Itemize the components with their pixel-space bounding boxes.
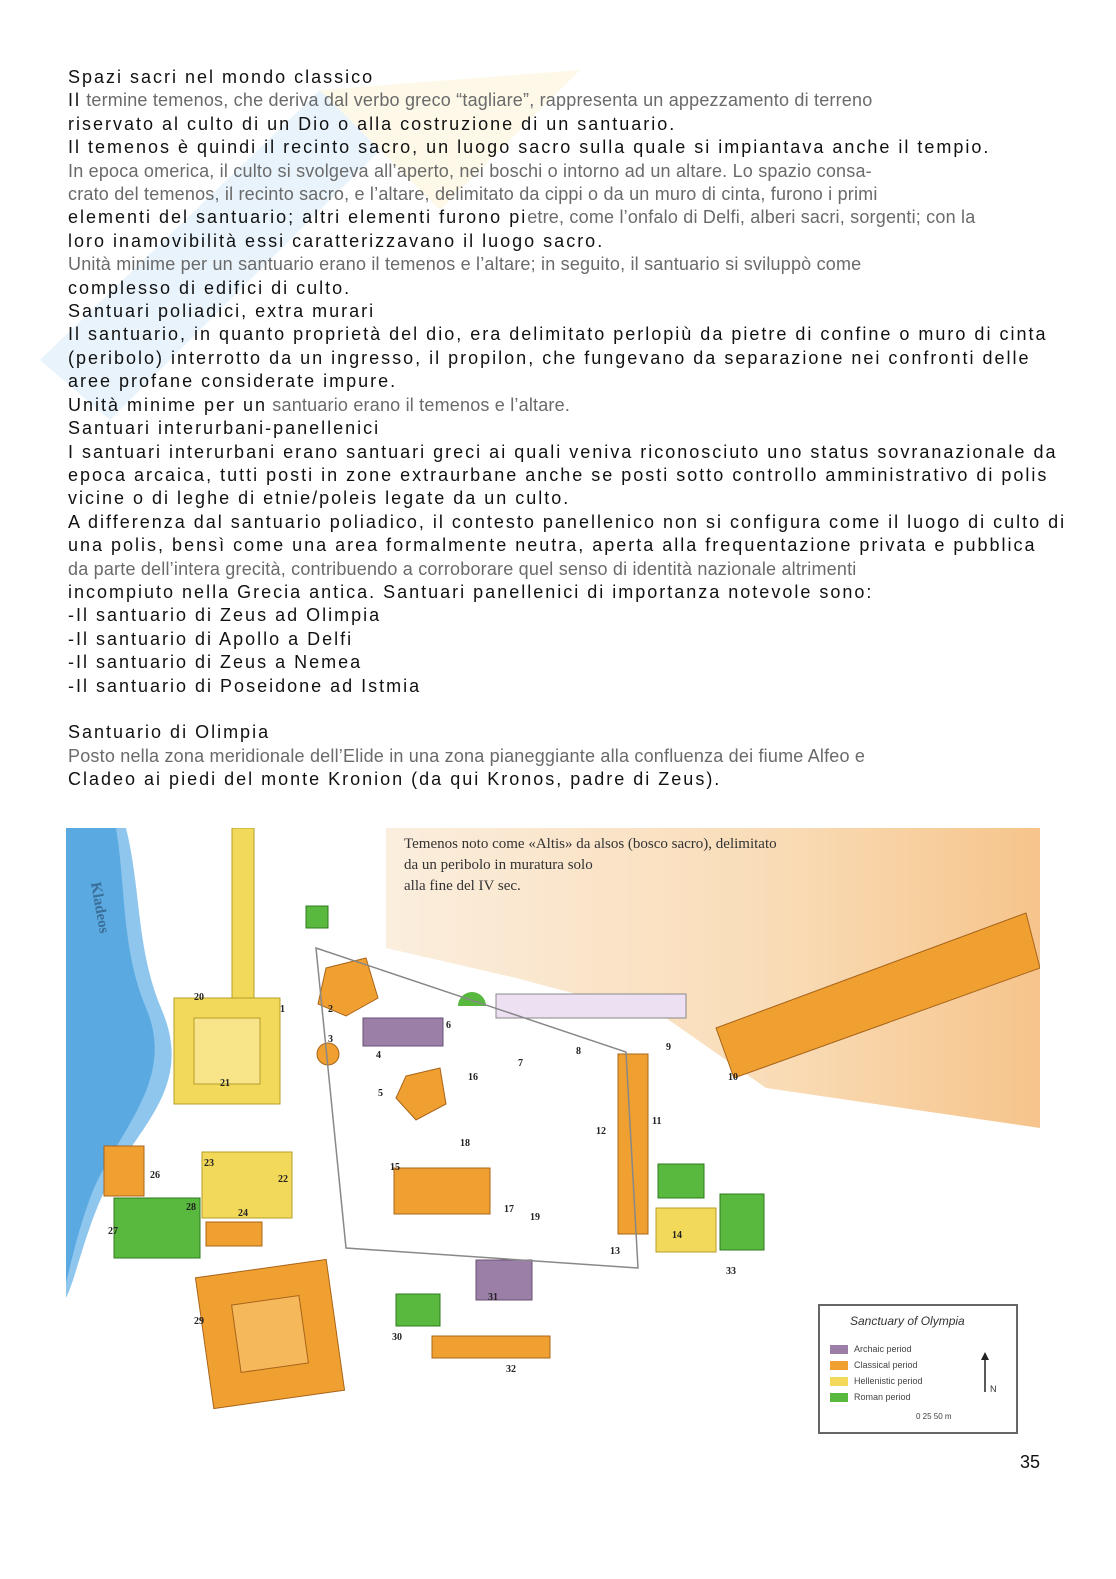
text-run-bold: elementi del santuario; altri elementi furono pi (68, 207, 528, 228)
scale-bar: 0 25 50 m (916, 1412, 952, 1421)
text-run-bold: incompiuto nella Grecia antica. Santuari panellenici di importanza notevole sono: (68, 581, 874, 602)
text-run-bold: (peribolo) interrotto da un ingresso, il propilon, che fungevano da separazione nei confronti delle (68, 347, 1031, 368)
section-heading: Spazi sacri nel mondo classico (68, 67, 375, 87)
svg-text:3: 3 (328, 1034, 333, 1045)
svg-text:29: 29 (194, 1316, 204, 1327)
text-run-bold: A differenza dal santuario poliadico, il contesto panellenico non si configura come il luogo di culto di (68, 511, 1067, 532)
page-number: 35 (1020, 1452, 1041, 1472)
text-line (68, 604, 1048, 627)
map-caption (404, 834, 777, 897)
svg-text:4: 4 (376, 1050, 381, 1061)
legend-label: Roman period (854, 1392, 911, 1402)
text-run-bold: Santuari poliadici, extra murari (68, 301, 376, 322)
legend-item (830, 1360, 918, 1370)
text-line (68, 745, 1048, 768)
svg-text:1: 1 (280, 1004, 285, 1015)
bouleuterion-31 (476, 1260, 532, 1300)
text-run-bold: Il santuario, in quanto proprietà del dio, era delimitato perlopiù da pietre di confine o muro di cinta (68, 324, 1048, 345)
svg-text:31: 31 (488, 1292, 498, 1303)
north-label: N (990, 1384, 997, 1394)
svg-text:30: 30 (392, 1332, 402, 1343)
text-line (68, 323, 1048, 346)
text-run-bold: Il temenos è quindi il recinto sacro, un luogo sacro sulla quale si impiantava anche il tempio. (68, 137, 991, 158)
legend-swatch (830, 1345, 848, 1354)
text-line (68, 417, 1048, 440)
svg-text:24: 24 (238, 1208, 248, 1219)
text-line (68, 675, 1048, 698)
text-line (68, 206, 1048, 229)
text-run-bold: Unità minime per un (68, 394, 268, 415)
text-run-bold: Il (68, 90, 81, 111)
text-run-bold: -Il santuario di Zeus a Nemea (68, 652, 363, 673)
svg-text:5: 5 (378, 1088, 383, 1099)
small-temple (306, 906, 328, 928)
svg-text:10: 10 (728, 1072, 738, 1083)
legend-swatch (830, 1361, 848, 1370)
text-line (68, 487, 1048, 510)
svg-text:20: 20 (194, 992, 204, 1003)
text-run-light: etre, come l’onfalo di Delfi, alberi sacri, sorgenti; con la (527, 207, 976, 228)
text-line (68, 721, 1048, 744)
document-body (68, 66, 1067, 792)
svg-text:19: 19 (530, 1212, 540, 1223)
paragraph-lines (68, 89, 1067, 791)
text-run-bold: vicine o di leghe di etnie/poleis legate da un culto. (68, 488, 571, 509)
text-run-bold: I santuari interurbani erano santuari greci ai quali veniva riconosciuto uno status sovranazionale da (68, 441, 1058, 462)
svg-text:28: 28 (186, 1202, 196, 1213)
caption-line: alla fine del IV sec. (404, 878, 521, 894)
leonidaion-court (232, 1296, 309, 1373)
text-line (68, 511, 1067, 534)
north-arrow-icon (980, 1352, 990, 1392)
building-30 (396, 1294, 440, 1326)
legend-label: Classical period (854, 1360, 918, 1370)
text-run-bold: complesso di edifici di culto. (68, 277, 352, 298)
text-line (68, 441, 1058, 464)
building-24 (206, 1222, 262, 1246)
svg-text:14: 14 (672, 1230, 682, 1241)
legend-label: Archaic period (854, 1344, 912, 1354)
river-label: Kladeos (87, 880, 112, 935)
text-run-bold: riservato al culto di un Dio o alla costruzione di un santuario. (68, 113, 677, 134)
echo-stoa (618, 1054, 648, 1234)
svg-text:2: 2 (328, 1004, 333, 1015)
caption-line: da un peribolo in muratura solo (404, 857, 593, 873)
text-run-light: Unità minime per un santuario erano il temenos e l’altare; in seguito, il santuario si sviluppò come (68, 254, 862, 275)
text-line (68, 230, 1048, 253)
text-run-bold: Santuario di Olimpia (68, 722, 271, 743)
text-line (68, 464, 1048, 487)
svg-text:22: 22 (278, 1174, 288, 1185)
legend-title: Sanctuary of Olympia (850, 1314, 965, 1328)
legend-item (830, 1376, 923, 1386)
text-run-bold: -Il santuario di Poseidone ad Istmia (68, 675, 422, 696)
svg-text:26: 26 (150, 1170, 160, 1181)
temple-of-zeus (394, 1168, 490, 1214)
svg-text:9: 9 (666, 1042, 671, 1053)
legend-item (830, 1392, 911, 1402)
svg-text:15: 15 (390, 1162, 400, 1173)
text-run-light: Posto nella zona meridionale dell’Elide in una zona pianeggiante alla confluenza dei fiume Alfeo e (68, 745, 866, 766)
text-line (68, 651, 1048, 674)
text-line (68, 347, 1048, 370)
text-run-light: da parte dell’intera grecità, contribuendo a corroborare quel senso di identità nazionale altrimenti (68, 558, 857, 579)
svg-text:7: 7 (518, 1058, 523, 1069)
text-line (68, 768, 1048, 791)
map-legend (818, 1304, 1018, 1434)
building-33 (720, 1194, 764, 1250)
svg-text:32: 32 (506, 1364, 516, 1375)
text-run-bold: -Il santuario di Apollo a Delfi (68, 628, 354, 649)
svg-text:21: 21 (220, 1078, 230, 1089)
svg-text:11: 11 (652, 1116, 662, 1127)
text-line (68, 253, 1048, 276)
text-run-light: In epoca omerica, il culto si svolgeva all’aperto, nei boschi o intorno ad un altare. Lo spazio consa- (68, 160, 872, 181)
svg-text:27: 27 (108, 1226, 118, 1237)
text-line (68, 113, 1048, 136)
svg-text:17: 17 (504, 1204, 514, 1215)
palaestra-court (194, 1018, 260, 1084)
text-run-bold: epoca arcaica, tutti posti in zone extraurbane anche se posti sotto controllo amministrativo di polis (68, 464, 1049, 485)
text-run-bold: una polis, bensì come una area formalmente neutra, aperta alla frequentazione privata e pubblica (68, 535, 1037, 556)
legend-label: Hellenistic period (854, 1376, 923, 1386)
svg-text:8: 8 (576, 1046, 581, 1057)
text-line (68, 183, 1048, 206)
text-run-light: santuario erano il temenos e l’altare. (267, 394, 571, 415)
legend-swatch (830, 1393, 848, 1402)
text-line (68, 558, 1048, 581)
svg-text:6: 6 (446, 1020, 451, 1031)
text-line (68, 300, 1048, 323)
south-stoa-32 (432, 1336, 550, 1358)
text-run-bold: Cladeo ai piedi del monte Kronion (da qui Kronos, padre di Zeus). (68, 769, 722, 790)
text-run-bold: -Il santuario di Zeus ad Olimpia (68, 605, 382, 626)
text-line (68, 277, 1048, 300)
text-line (68, 136, 1048, 159)
svg-text:16: 16 (468, 1072, 478, 1083)
text-run-bold: Santuari interurbani-panellenici (68, 418, 381, 439)
heraion (363, 1018, 443, 1046)
text-run-bold: loro inamovibilità essi caratterizzavano il luogo sacro. (68, 230, 605, 251)
building-26 (104, 1146, 144, 1196)
theokoleon-road (232, 828, 254, 998)
svg-text:33: 33 (726, 1266, 736, 1277)
text-line (68, 89, 1048, 112)
text-line (68, 628, 1048, 651)
treasuries-row (496, 994, 686, 1018)
text-line (68, 534, 1048, 557)
svg-text:12: 12 (596, 1126, 606, 1137)
svg-text:18: 18 (460, 1138, 470, 1149)
building-14 (656, 1208, 716, 1252)
text-run-light: termine temenos, che deriva dal verbo greco “tagliare”, rappresenta un appezzamento di terreno (81, 90, 873, 111)
svg-text:23: 23 (204, 1158, 214, 1169)
text-line (68, 581, 1048, 604)
text-line (68, 160, 1048, 183)
text-run-light: crato del temenos, il recinto sacro, e l’altare, delimitato da cippi o da un muro di cinta, furono i primi (68, 184, 878, 205)
text-line (68, 698, 1048, 721)
text-line (68, 370, 1048, 393)
roman-building (658, 1164, 704, 1198)
text-run-bold: aree profane considerate impure. (68, 371, 398, 392)
legend-swatch (830, 1377, 848, 1386)
svg-text:13: 13 (610, 1246, 620, 1257)
legend-item (830, 1344, 912, 1354)
caption-line: Temenos noto come «Altis» da alsos (bosco sacro), delimitato (404, 836, 777, 852)
text-line (68, 394, 1048, 417)
